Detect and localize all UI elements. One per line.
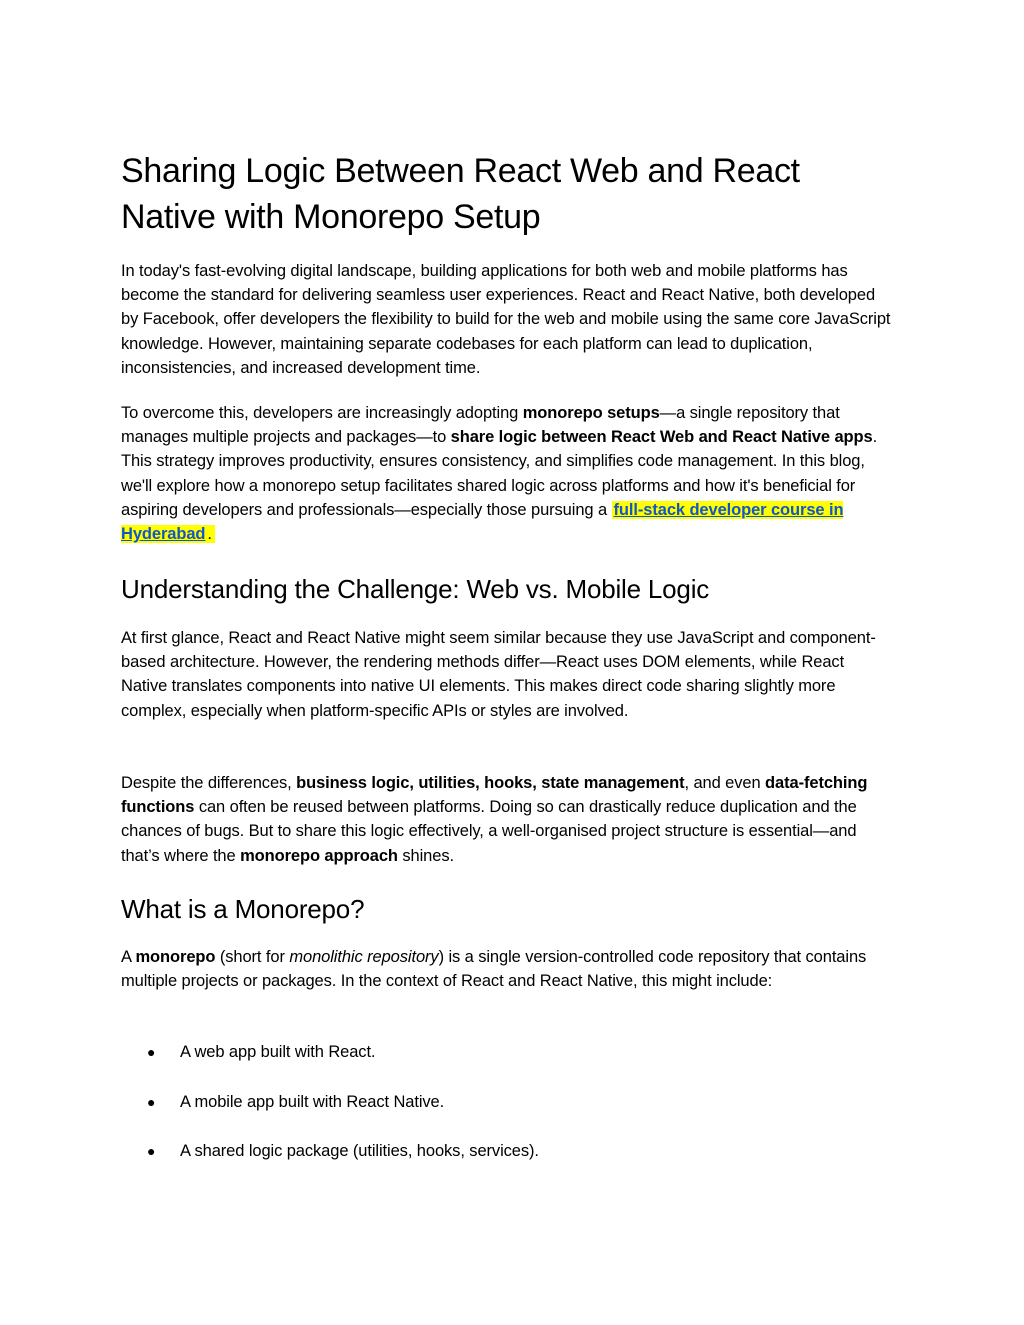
text-run: —a single repository that manages multiple projects and packages—to bbox=[121, 404, 840, 447]
text-run: ) is a single version-controlled code repository that contains multiple projects or packages. In the context of React and React Native, this might include: bbox=[121, 948, 867, 991]
monorepo-paragraph bbox=[121, 945, 891, 993]
bullet-icon: ● bbox=[147, 1143, 156, 1159]
page-title: Sharing Logic Between React Web and React Native with Monorepo Setup bbox=[121, 152, 800, 236]
bold-term: monorepo bbox=[135, 948, 216, 966]
section-heading-monorepo: What is a Monorepo? bbox=[121, 894, 365, 924]
text-run: Despite the differences, bbox=[121, 774, 297, 792]
text-run: , and even bbox=[684, 774, 766, 792]
text-run: . bbox=[207, 525, 214, 543]
list-item bbox=[121, 1139, 891, 1189]
bold-term: share logic between React Web and React Native apps bbox=[450, 428, 873, 447]
bold-term: monorepo setups bbox=[522, 404, 660, 422]
list-item bbox=[121, 1090, 891, 1140]
list-item bbox=[121, 1040, 891, 1090]
course-link[interactable]: full-stack developer course in Hyderabad bbox=[121, 500, 844, 544]
bold-term: business logic, utilities, hooks, state management bbox=[296, 774, 685, 792]
list-item-text: A mobile app built with React Native. bbox=[180, 1092, 445, 1111]
list-item-text: A shared logic package (utilities, hooks, services). bbox=[180, 1142, 539, 1160]
bold-term: data-fetching functions bbox=[121, 774, 868, 817]
challenge-paragraph-1: At first glance, React and React Native might seem similar because they use JavaScript and component-based architecture. However, the rendering methods differ—React uses DOM elements, while React Native translates components into native UI elements. This makes direct code sharing slightly more complex, especially when platform-specific APIs or styles are involved. bbox=[121, 629, 876, 720]
italic-term: monolithic repository bbox=[289, 948, 439, 966]
text-run: To overcome this, developers are increasingly adopting bbox=[121, 404, 523, 422]
intro-paragraph-2 bbox=[121, 401, 891, 546]
challenge-paragraph-2 bbox=[121, 771, 891, 868]
text-run: A bbox=[121, 948, 136, 966]
text-run: shines. bbox=[397, 846, 454, 865]
section-heading-challenge: Understanding the Challenge: Web vs. Mobile Logic bbox=[121, 574, 710, 604]
intro-paragraph-1: In today's fast-evolving digital landscape, building applications for both web and mobile platforms has become the standard for delivering seamless user experiences. React and React Native, both developed by Facebook, offer developers the flexibility to build for the web and mobile using the same core JavaScript knowledge. However, maintaining separate codebases for each platform can lead to duplication, inconsistencies, and increased development time. bbox=[121, 262, 891, 377]
monorepo-contents-list bbox=[121, 1040, 891, 1189]
list-item-text: A web app built with React. bbox=[180, 1043, 376, 1061]
text-run: (short for bbox=[215, 948, 290, 966]
bullet-icon: ● bbox=[147, 1093, 156, 1110]
bullet-icon: ● bbox=[147, 1044, 156, 1060]
bold-term: monorepo approach bbox=[240, 846, 398, 865]
text-run: . This strategy improves productivity, ensures consistency, and simplifies code management. In this blog, we'll explore how a monorepo setup facilitates shared logic across platforms and how it's beneficial for aspiring developers and professionals—especially those pursuing a bbox=[121, 428, 878, 519]
text-run: can often be reused between platforms. Doing so can drastically reduce duplication and the chances of bugs. But to share this logic effectively, a well-organised project structure is essential—and that’s where the bbox=[121, 798, 857, 865]
